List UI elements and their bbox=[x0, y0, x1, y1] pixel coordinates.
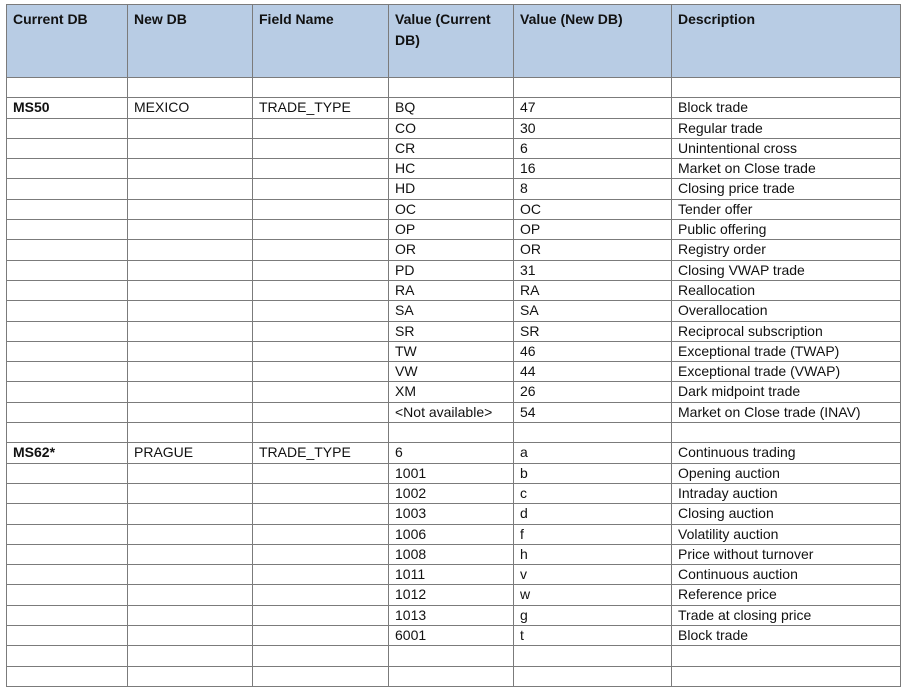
table-row bbox=[7, 646, 901, 666]
cell-field-name bbox=[253, 544, 389, 564]
cell-value-new-db: 46 bbox=[514, 341, 672, 361]
cell-current-db bbox=[7, 646, 128, 666]
cell-field-name bbox=[253, 159, 389, 179]
cell-value-new-db: d bbox=[514, 504, 672, 524]
cell-description: Block trade bbox=[672, 626, 901, 646]
cell-value-current-db: HC bbox=[389, 159, 514, 179]
table-row bbox=[7, 98, 901, 118]
cell-description: Market on Close trade bbox=[672, 159, 901, 179]
cell-value-new-db: w bbox=[514, 585, 672, 605]
cell-current-db bbox=[7, 666, 128, 686]
cell-current-db bbox=[7, 483, 128, 503]
column-header-value-current-db: Value (Current DB) bbox=[389, 5, 514, 78]
cell-new-db bbox=[128, 138, 253, 158]
cell-value-current-db: SR bbox=[389, 321, 514, 341]
cell-value-current-db bbox=[389, 423, 514, 443]
cell-value-new-db: 47 bbox=[514, 98, 672, 118]
cell-description: Tender offer bbox=[672, 199, 901, 219]
cell-value-new-db bbox=[514, 646, 672, 666]
cell-new-db bbox=[128, 646, 253, 666]
cell-field-name bbox=[253, 118, 389, 138]
cell-field-name bbox=[253, 280, 389, 300]
cell-value-new-db: v bbox=[514, 565, 672, 585]
table-row bbox=[7, 605, 901, 625]
cell-value-current-db: BQ bbox=[389, 98, 514, 118]
table-row bbox=[7, 362, 901, 382]
cell-new-db bbox=[128, 220, 253, 240]
table-row bbox=[7, 280, 901, 300]
table-row bbox=[7, 179, 901, 199]
cell-value-current-db bbox=[389, 666, 514, 686]
cell-value-new-db: t bbox=[514, 626, 672, 646]
cell-description: Closing price trade bbox=[672, 179, 901, 199]
cell-new-db bbox=[128, 159, 253, 179]
cell-new-db bbox=[128, 504, 253, 524]
cell-field-name bbox=[253, 382, 389, 402]
cell-field-name bbox=[253, 504, 389, 524]
cell-value-current-db: <Not available> bbox=[389, 402, 514, 422]
cell-value-new-db: 16 bbox=[514, 159, 672, 179]
cell-field-name bbox=[253, 483, 389, 503]
cell-new-db bbox=[128, 626, 253, 646]
cell-new-db bbox=[128, 321, 253, 341]
cell-description: Unintentional cross bbox=[672, 138, 901, 158]
cell-field-name bbox=[253, 240, 389, 260]
cell-current-db bbox=[7, 280, 128, 300]
cell-field-name bbox=[253, 199, 389, 219]
cell-new-db bbox=[128, 179, 253, 199]
cell-current-db bbox=[7, 382, 128, 402]
table-row bbox=[7, 159, 901, 179]
cell-current-db bbox=[7, 402, 128, 422]
cell-new-db bbox=[128, 382, 253, 402]
cell-current-db bbox=[7, 565, 128, 585]
cell-description bbox=[672, 78, 901, 98]
cell-current-db bbox=[7, 362, 128, 382]
table-row bbox=[7, 301, 901, 321]
table-row bbox=[7, 138, 901, 158]
cell-value-current-db: CO bbox=[389, 118, 514, 138]
cell-field-name bbox=[253, 301, 389, 321]
cell-field-name bbox=[253, 463, 389, 483]
table-row bbox=[7, 78, 901, 98]
table-row bbox=[7, 483, 901, 503]
cell-value-new-db: b bbox=[514, 463, 672, 483]
cell-description: Dark midpoint trade bbox=[672, 382, 901, 402]
cell-description: Intraday auction bbox=[672, 483, 901, 503]
table-row bbox=[7, 260, 901, 280]
cell-description: Reallocation bbox=[672, 280, 901, 300]
cell-value-new-db: c bbox=[514, 483, 672, 503]
cell-field-name bbox=[253, 321, 389, 341]
column-header-value-new-db: Value (New DB) bbox=[514, 5, 672, 78]
cell-value-current-db: PD bbox=[389, 260, 514, 280]
cell-description: Registry order bbox=[672, 240, 901, 260]
cell-new-db bbox=[128, 341, 253, 361]
cell-current-db bbox=[7, 118, 128, 138]
cell-new-db bbox=[128, 240, 253, 260]
cell-field-name bbox=[253, 605, 389, 625]
cell-description: Closing VWAP trade bbox=[672, 260, 901, 280]
cell-current-db bbox=[7, 179, 128, 199]
table-row bbox=[7, 321, 901, 341]
cell-value-current-db: CR bbox=[389, 138, 514, 158]
cell-value-new-db: 31 bbox=[514, 260, 672, 280]
cell-description: Opening auction bbox=[672, 463, 901, 483]
table-header-row bbox=[7, 5, 901, 78]
cell-value-current-db: 1002 bbox=[389, 483, 514, 503]
cell-description: Regular trade bbox=[672, 118, 901, 138]
cell-current-db bbox=[7, 626, 128, 646]
cell-new-db bbox=[128, 78, 253, 98]
cell-value-new-db: 8 bbox=[514, 179, 672, 199]
cell-description: Closing auction bbox=[672, 504, 901, 524]
table-body bbox=[7, 78, 901, 687]
cell-new-db bbox=[128, 483, 253, 503]
cell-current-db bbox=[7, 159, 128, 179]
cell-new-db bbox=[128, 199, 253, 219]
cell-description: Volatility auction bbox=[672, 524, 901, 544]
cell-value-current-db: 6 bbox=[389, 443, 514, 463]
cell-field-name bbox=[253, 585, 389, 605]
cell-new-db bbox=[128, 402, 253, 422]
cell-current-db bbox=[7, 341, 128, 361]
cell-value-current-db: XM bbox=[389, 382, 514, 402]
cell-field-name: TRADE_TYPE bbox=[253, 443, 389, 463]
cell-new-db bbox=[128, 463, 253, 483]
table-row bbox=[7, 240, 901, 260]
cell-field-name bbox=[253, 626, 389, 646]
cell-description: Trade at closing price bbox=[672, 605, 901, 625]
mapping-table bbox=[6, 4, 901, 687]
cell-field-name bbox=[253, 402, 389, 422]
column-header-field-name: Field Name bbox=[253, 5, 389, 78]
cell-field-name bbox=[253, 260, 389, 280]
table-row bbox=[7, 626, 901, 646]
cell-value-new-db: a bbox=[514, 443, 672, 463]
cell-value-new-db: 54 bbox=[514, 402, 672, 422]
cell-current-db bbox=[7, 240, 128, 260]
cell-description bbox=[672, 423, 901, 443]
cell-new-db bbox=[128, 362, 253, 382]
cell-new-db bbox=[128, 423, 253, 443]
cell-field-name: TRADE_TYPE bbox=[253, 98, 389, 118]
cell-new-db bbox=[128, 605, 253, 625]
cell-description: Price without turnover bbox=[672, 544, 901, 564]
cell-field-name bbox=[253, 341, 389, 361]
cell-current-db bbox=[7, 321, 128, 341]
cell-value-new-db: h bbox=[514, 544, 672, 564]
cell-value-current-db: 1008 bbox=[389, 544, 514, 564]
cell-value-current-db: 1013 bbox=[389, 605, 514, 625]
cell-value-new-db: SR bbox=[514, 321, 672, 341]
cell-value-new-db: SA bbox=[514, 301, 672, 321]
cell-current-db: MS50 bbox=[7, 98, 128, 118]
cell-description: Exceptional trade (VWAP) bbox=[672, 362, 901, 382]
cell-new-db: PRAGUE bbox=[128, 443, 253, 463]
cell-current-db bbox=[7, 544, 128, 564]
table-row bbox=[7, 666, 901, 686]
cell-current-db bbox=[7, 585, 128, 605]
cell-current-db bbox=[7, 78, 128, 98]
cell-value-current-db: RA bbox=[389, 280, 514, 300]
cell-description: Continuous trading bbox=[672, 443, 901, 463]
cell-field-name bbox=[253, 138, 389, 158]
cell-value-current-db: OC bbox=[389, 199, 514, 219]
table-row bbox=[7, 199, 901, 219]
cell-current-db bbox=[7, 138, 128, 158]
cell-new-db: MEXICO bbox=[128, 98, 253, 118]
cell-current-db bbox=[7, 260, 128, 280]
cell-field-name bbox=[253, 565, 389, 585]
cell-value-new-db: RA bbox=[514, 280, 672, 300]
cell-value-new-db: 44 bbox=[514, 362, 672, 382]
cell-value-current-db: 1003 bbox=[389, 504, 514, 524]
cell-value-current-db: SA bbox=[389, 301, 514, 321]
cell-value-current-db: OR bbox=[389, 240, 514, 260]
cell-current-db bbox=[7, 463, 128, 483]
cell-new-db bbox=[128, 524, 253, 544]
cell-new-db bbox=[128, 666, 253, 686]
cell-field-name bbox=[253, 220, 389, 240]
cell-description bbox=[672, 666, 901, 686]
cell-value-new-db: OC bbox=[514, 199, 672, 219]
cell-new-db bbox=[128, 544, 253, 564]
cell-description bbox=[672, 646, 901, 666]
cell-description: Market on Close trade (INAV) bbox=[672, 402, 901, 422]
table-row bbox=[7, 565, 901, 585]
table-row bbox=[7, 504, 901, 524]
cell-field-name bbox=[253, 666, 389, 686]
cell-value-current-db: 6001 bbox=[389, 626, 514, 646]
cell-value-new-db bbox=[514, 666, 672, 686]
table-row bbox=[7, 585, 901, 605]
cell-value-current-db bbox=[389, 78, 514, 98]
table-row bbox=[7, 118, 901, 138]
column-header-description: Description bbox=[672, 5, 901, 78]
cell-value-new-db: f bbox=[514, 524, 672, 544]
cell-value-current-db: TW bbox=[389, 341, 514, 361]
cell-current-db bbox=[7, 504, 128, 524]
cell-current-db bbox=[7, 220, 128, 240]
cell-value-current-db: HD bbox=[389, 179, 514, 199]
cell-value-current-db: 1006 bbox=[389, 524, 514, 544]
cell-new-db bbox=[128, 301, 253, 321]
cell-value-current-db: VW bbox=[389, 362, 514, 382]
table-row bbox=[7, 544, 901, 564]
cell-current-db bbox=[7, 199, 128, 219]
cell-value-current-db bbox=[389, 646, 514, 666]
cell-value-current-db: OP bbox=[389, 220, 514, 240]
cell-description: Reference price bbox=[672, 585, 901, 605]
cell-value-new-db: OR bbox=[514, 240, 672, 260]
cell-description: Public offering bbox=[672, 220, 901, 240]
cell-value-current-db: 1001 bbox=[389, 463, 514, 483]
cell-current-db bbox=[7, 301, 128, 321]
column-header-new-db: New DB bbox=[128, 5, 253, 78]
cell-new-db bbox=[128, 260, 253, 280]
cell-current-db bbox=[7, 605, 128, 625]
cell-description: Block trade bbox=[672, 98, 901, 118]
table-row bbox=[7, 463, 901, 483]
column-header-current-db: Current DB bbox=[7, 5, 128, 78]
cell-field-name bbox=[253, 362, 389, 382]
table-row bbox=[7, 423, 901, 443]
cell-description: Continuous auction bbox=[672, 565, 901, 585]
cell-current-db bbox=[7, 423, 128, 443]
cell-value-new-db: OP bbox=[514, 220, 672, 240]
cell-field-name bbox=[253, 524, 389, 544]
cell-value-new-db: g bbox=[514, 605, 672, 625]
cell-value-current-db: 1012 bbox=[389, 585, 514, 605]
table-row bbox=[7, 220, 901, 240]
cell-field-name bbox=[253, 423, 389, 443]
cell-field-name bbox=[253, 179, 389, 199]
cell-description: Exceptional trade (TWAP) bbox=[672, 341, 901, 361]
table-row bbox=[7, 341, 901, 361]
cell-field-name bbox=[253, 78, 389, 98]
cell-new-db bbox=[128, 118, 253, 138]
cell-description: Overallocation bbox=[672, 301, 901, 321]
cell-value-new-db bbox=[514, 423, 672, 443]
cell-value-new-db: 26 bbox=[514, 382, 672, 402]
cell-value-new-db: 30 bbox=[514, 118, 672, 138]
cell-field-name bbox=[253, 646, 389, 666]
cell-value-new-db: 6 bbox=[514, 138, 672, 158]
cell-new-db bbox=[128, 280, 253, 300]
table-row bbox=[7, 524, 901, 544]
cell-value-new-db bbox=[514, 78, 672, 98]
table-row bbox=[7, 443, 901, 463]
cell-new-db bbox=[128, 565, 253, 585]
table-row bbox=[7, 402, 901, 422]
cell-current-db: MS62* bbox=[7, 443, 128, 463]
cell-new-db bbox=[128, 585, 253, 605]
cell-current-db bbox=[7, 524, 128, 544]
cell-value-current-db: 1011 bbox=[389, 565, 514, 585]
table-row bbox=[7, 382, 901, 402]
cell-description: Reciprocal subscription bbox=[672, 321, 901, 341]
